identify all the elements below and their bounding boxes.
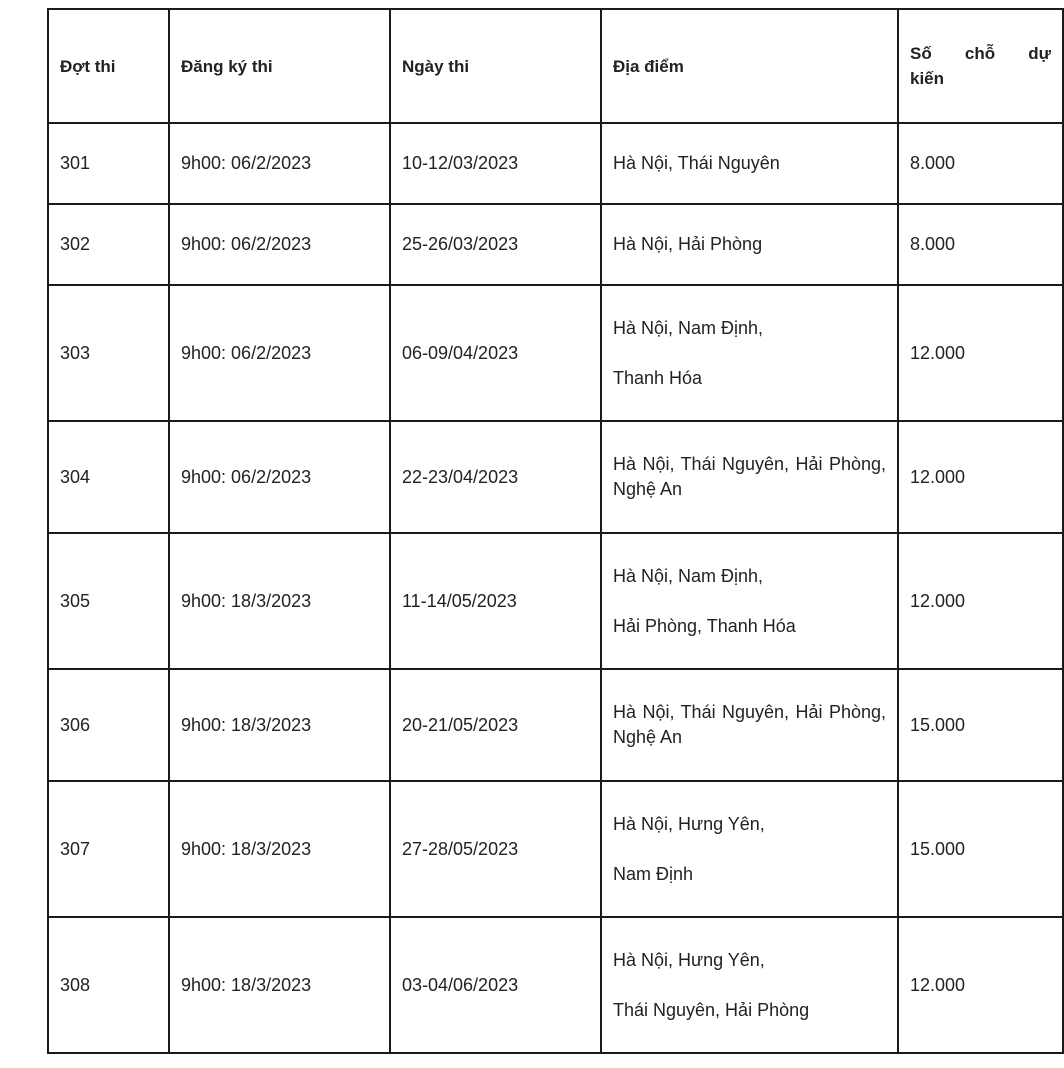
location-line-1: Hà Nội, Hưng Yên, (613, 813, 765, 834)
location-line-1: Hà Nội, Hưng Yên, (613, 949, 765, 970)
cell-dia-diem (601, 204, 898, 285)
cell-dia-diem (601, 421, 898, 533)
cell-so-cho: 15.000 (898, 669, 1063, 781)
cell-dot-thi: 303 (48, 285, 169, 421)
cell-so-cho: 12.000 (898, 917, 1063, 1053)
cell-so-cho: 15.000 (898, 781, 1063, 917)
location-text: Hà Nội, Thái Nguyên, Hải Phòng, Nghệ An (613, 454, 886, 499)
exam-schedule-table (47, 8, 1064, 1054)
location-text: Hà Nội, Thái Nguyên (613, 153, 780, 173)
cell-dot-thi: 305 (48, 533, 169, 669)
cell-dia-diem (601, 123, 898, 204)
table-row (48, 781, 1063, 917)
cell-dot-thi: 304 (48, 421, 169, 533)
table-row (48, 533, 1063, 669)
cell-so-cho: 12.000 (898, 421, 1063, 533)
cell-dang-ky-thi: 9h00: 06/2/2023 (169, 421, 390, 533)
cell-so-cho: 8.000 (898, 204, 1063, 285)
location-text: Hà Nội, Thái Nguyên, Hải Phòng, Nghệ An (613, 702, 886, 747)
cell-dia-diem (601, 917, 898, 1053)
header-dang-ky-thi: Đăng ký thi (169, 9, 390, 123)
cell-dia-diem (601, 533, 898, 669)
cell-so-cho: 12.000 (898, 533, 1063, 669)
cell-dang-ky-thi: 9h00: 18/3/2023 (169, 781, 390, 917)
cell-dot-thi: 307 (48, 781, 169, 917)
cell-so-cho: 12.000 (898, 285, 1063, 421)
table-row (48, 421, 1063, 533)
table-row (48, 669, 1063, 781)
header-dot-thi: Đợt thi (48, 9, 169, 123)
table-row (48, 204, 1063, 285)
cell-dot-thi: 308 (48, 917, 169, 1053)
location-line-2: Hải Phòng, Thanh Hóa (613, 615, 796, 636)
location-line-2: Nam Định (613, 863, 694, 884)
location-line-2: Thái Nguyên, Hải Phòng (613, 999, 810, 1020)
cell-ngay-thi: 27-28/05/2023 (390, 781, 601, 917)
cell-ngay-thi: 03-04/06/2023 (390, 917, 601, 1053)
cell-ngay-thi: 22-23/04/2023 (390, 421, 601, 533)
location-line-2: Thanh Hóa (613, 367, 703, 388)
cell-so-cho: 8.000 (898, 123, 1063, 204)
cell-ngay-thi: 10-12/03/2023 (390, 123, 601, 204)
exam-schedule-table-container (47, 8, 1051, 1054)
cell-dang-ky-thi: 9h00: 18/3/2023 (169, 533, 390, 669)
cell-dot-thi: 306 (48, 669, 169, 781)
cell-dang-ky-thi: 9h00: 18/3/2023 (169, 917, 390, 1053)
header-row (48, 9, 1063, 123)
cell-dia-diem (601, 285, 898, 421)
table-row (48, 285, 1063, 421)
cell-ngay-thi: 20-21/05/2023 (390, 669, 601, 781)
location-text: Hà Nội, Hải Phòng (613, 234, 763, 254)
location-line-1: Hà Nội, Nam Định, (613, 565, 764, 586)
cell-ngay-thi: 25-26/03/2023 (390, 204, 601, 285)
cell-dot-thi: 302 (48, 204, 169, 285)
cell-dia-diem (601, 669, 898, 781)
cell-dang-ky-thi: 9h00: 18/3/2023 (169, 669, 390, 781)
cell-dot-thi: 301 (48, 123, 169, 204)
header-dia-diem: Địa điểm (601, 9, 898, 123)
cell-dang-ky-thi: 9h00: 06/2/2023 (169, 204, 390, 285)
table-row (48, 123, 1063, 204)
cell-dang-ky-thi: 9h00: 06/2/2023 (169, 285, 390, 421)
cell-ngay-thi: 11-14/05/2023 (390, 533, 601, 669)
cell-dia-diem (601, 781, 898, 917)
location-line-1: Hà Nội, Nam Định, (613, 317, 764, 338)
header-ngay-thi: Ngày thi (390, 9, 601, 123)
cell-dang-ky-thi: 9h00: 06/2/2023 (169, 123, 390, 204)
cell-ngay-thi: 06-09/04/2023 (390, 285, 601, 421)
header-so-cho-du-kien: Số chỗ dự kiến (898, 9, 1063, 123)
table-row (48, 917, 1063, 1053)
